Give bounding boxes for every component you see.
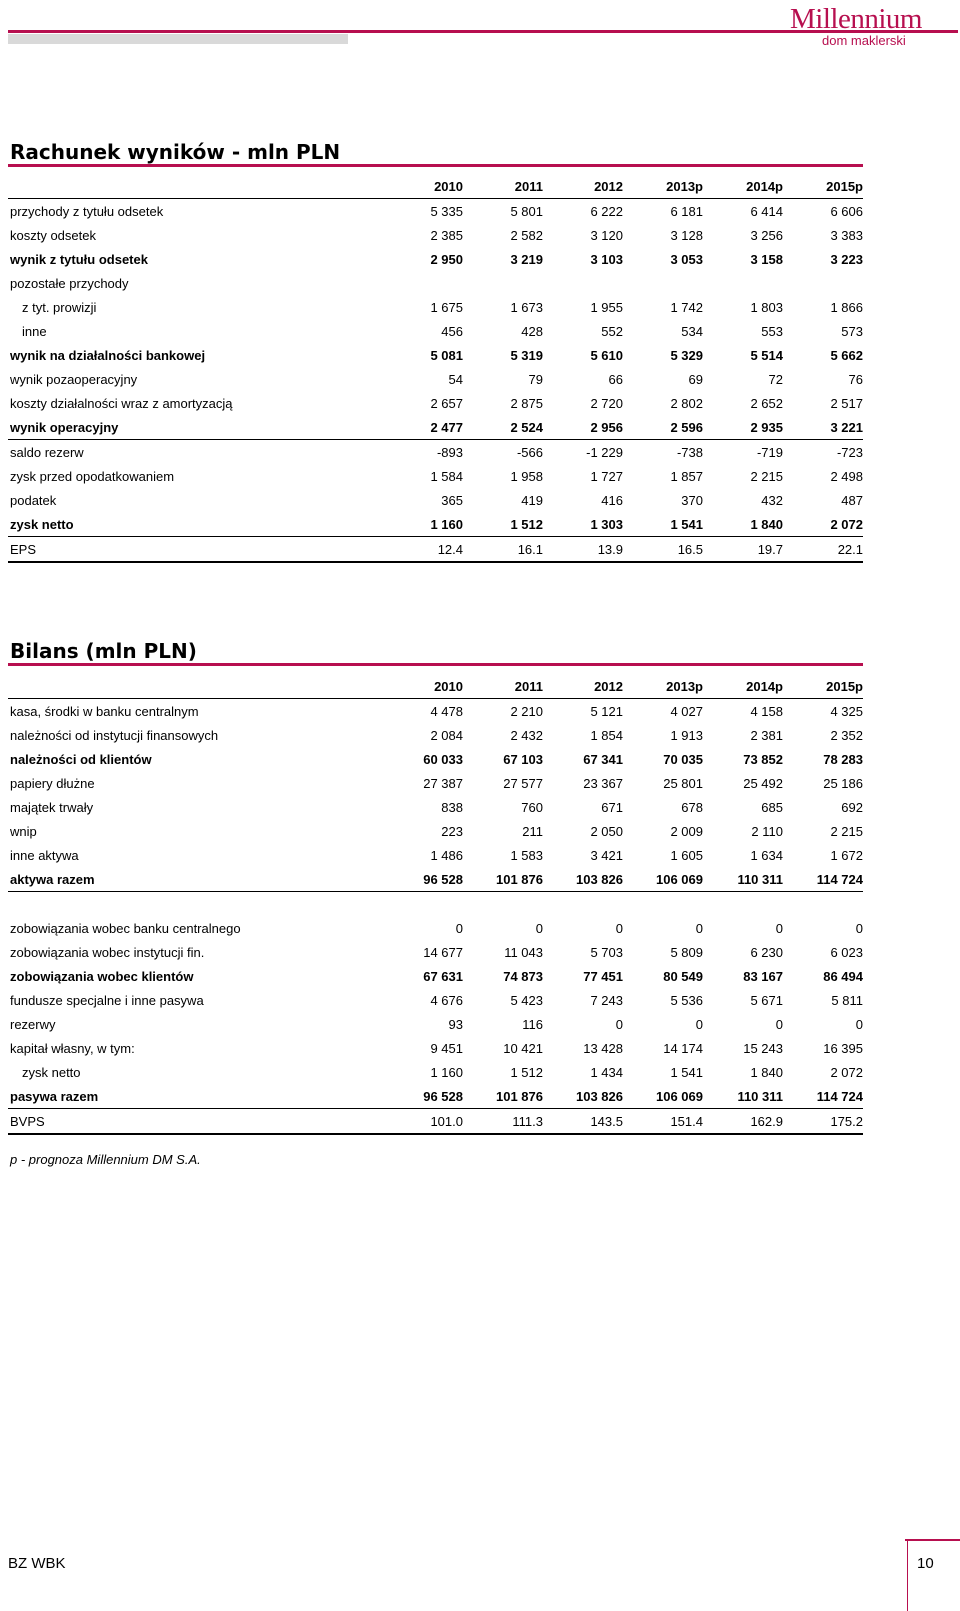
table-row (8, 1109, 863, 1135)
row-label: koszty działalności wraz z amortyzacją (10, 395, 233, 411)
value-cell: 2 720 (590, 395, 623, 411)
value-cell (703, 271, 783, 295)
header-label-cell (8, 674, 383, 699)
value-cell: 151.4 (623, 1109, 703, 1135)
value-cell: -893 (436, 444, 463, 460)
value-cell: 6 230 (750, 944, 783, 960)
row-label: fundusze specjalne i inne pasywa (10, 992, 204, 1008)
value-cell: 4 478 (430, 703, 463, 719)
value-cell: 11 043 (504, 944, 543, 960)
column-header: 2013p (623, 674, 703, 699)
value-cell: 14 677 (423, 944, 463, 960)
table-row (8, 1084, 863, 1109)
value-cell: 72 (768, 371, 783, 387)
value-cell: 1 866 (830, 299, 863, 315)
value-cell: 5 329 (670, 347, 703, 363)
income-title-rule (8, 164, 863, 167)
row-label: zysk netto (22, 1064, 81, 1080)
value-cell: 456 (441, 323, 463, 339)
table-row (8, 488, 863, 512)
value-cell: 3 053 (670, 251, 703, 267)
value-cell: 19.7 (703, 537, 783, 563)
value-cell: 4 027 (670, 703, 703, 719)
row-label: BVPS (8, 1109, 383, 1135)
value-cell (623, 271, 703, 295)
value-cell: 3 120 (590, 227, 623, 243)
row-label: pasywa razem (8, 1084, 383, 1109)
value-cell: 25 492 (743, 775, 783, 791)
row-label: wynik na działalności bankowej (10, 347, 206, 363)
column-header: 2013p (623, 174, 703, 199)
value-cell: 23 367 (583, 775, 623, 791)
value-cell: 5 801 (510, 203, 543, 219)
value-cell: 223 (441, 823, 463, 839)
column-header: 2015p (783, 674, 863, 699)
row-label: wynik operacyjny (8, 415, 383, 440)
value-cell: 1 303 (543, 512, 623, 537)
value-cell: 365 (441, 492, 463, 508)
value-cell: -723 (836, 444, 863, 460)
table-row (8, 223, 863, 247)
value-cell: 1 803 (750, 299, 783, 315)
logo-name: Millennium (790, 3, 922, 35)
table-row (8, 512, 863, 537)
value-cell: 1 673 (510, 299, 543, 315)
value-cell: 573 (841, 323, 863, 339)
value-cell: 5 662 (830, 347, 863, 363)
value-cell: -566 (516, 444, 543, 460)
table-row (8, 295, 863, 319)
value-cell: 2 110 (751, 823, 783, 839)
table-row (8, 916, 863, 940)
footer-accent-rule (905, 1539, 960, 1541)
row-label: zobowiązania wobec klientów (10, 968, 194, 984)
value-cell: 5 610 (590, 347, 623, 363)
value-cell: 1 583 (510, 847, 543, 863)
value-cell: 5 811 (831, 992, 863, 1008)
value-cell: 1 742 (670, 299, 703, 315)
table-row (8, 464, 863, 488)
value-cell: 2 352 (830, 727, 863, 743)
value-cell: 5 536 (670, 992, 703, 1008)
value-cell: 3 103 (590, 251, 623, 267)
row-label: kasa, środki w banku centralnym (10, 703, 199, 719)
value-cell: 4 325 (830, 703, 863, 719)
table-row (8, 867, 863, 892)
income-table (8, 174, 863, 563)
row-label: przychody z tytułu odsetek (10, 203, 164, 219)
column-header: 2014p (703, 174, 783, 199)
value-cell: 25 186 (823, 775, 863, 791)
table-row (8, 940, 863, 964)
row-label: rezerwy (10, 1016, 56, 1032)
value-cell: 2 956 (543, 415, 623, 440)
value-cell: 2 498 (830, 468, 863, 484)
row-label: kapitał własny, w tym: (10, 1040, 135, 1056)
value-cell: 1 634 (750, 847, 783, 863)
value-cell: 6 023 (830, 944, 863, 960)
value-cell: 1 840 (703, 512, 783, 537)
value-cell: 96 528 (383, 1084, 463, 1109)
value-cell: 2 385 (430, 227, 463, 243)
value-cell: 2 517 (830, 395, 863, 411)
table-row (8, 819, 863, 843)
table-row (8, 537, 863, 563)
value-cell (463, 271, 543, 295)
row-label: zysk netto (8, 512, 383, 537)
value-cell: 70 035 (663, 751, 703, 767)
header-label-cell (8, 174, 383, 199)
value-cell: 0 (775, 920, 783, 936)
value-cell: 67 341 (583, 751, 623, 767)
value-cell: 370 (681, 492, 703, 508)
value-cell: 2 935 (703, 415, 783, 440)
value-cell: 2 009 (670, 823, 703, 839)
table-row (8, 367, 863, 391)
value-cell: 3 256 (750, 227, 783, 243)
millennium-logo (790, 4, 958, 50)
value-cell: 3 223 (830, 251, 863, 267)
value-cell: 27 577 (503, 775, 543, 791)
table-row (8, 319, 863, 343)
value-cell: 101.0 (383, 1109, 463, 1135)
value-cell: 111.3 (463, 1109, 543, 1135)
value-cell: 16.5 (623, 537, 703, 563)
value-cell: 106 069 (623, 1084, 703, 1109)
table-row (8, 771, 863, 795)
value-cell: 692 (841, 799, 863, 815)
value-cell: 1 160 (383, 512, 463, 537)
value-cell: 2 050 (590, 823, 623, 839)
value-cell: 3 219 (510, 251, 543, 267)
value-cell: 5 809 (670, 944, 703, 960)
table-row (8, 843, 863, 867)
value-cell: 15 243 (743, 1040, 783, 1056)
value-cell: 553 (761, 323, 783, 339)
income-header-row (8, 174, 863, 199)
value-cell: 3 383 (830, 227, 863, 243)
value-cell: 22.1 (783, 537, 863, 563)
column-header: 2012 (543, 174, 623, 199)
value-cell: 27 387 (423, 775, 463, 791)
row-label: pozostałe przychody (10, 275, 129, 291)
value-cell: 6 222 (590, 203, 623, 219)
value-cell: 534 (681, 323, 703, 339)
value-cell: 74 873 (503, 968, 543, 984)
balance-title: Bilans (mln PLN) (10, 639, 197, 663)
value-cell: 1 605 (670, 847, 703, 863)
table-row (8, 1060, 863, 1084)
value-cell: 114 724 (783, 867, 863, 892)
value-cell: 162.9 (703, 1109, 783, 1135)
value-cell: 16.1 (463, 537, 543, 563)
table-row (8, 699, 863, 724)
footer-accent-line (907, 1541, 908, 1611)
table-row (8, 271, 863, 295)
value-cell: 2 210 (510, 703, 543, 719)
value-cell: 5 514 (750, 347, 783, 363)
value-cell: 1 958 (510, 468, 543, 484)
value-cell: 6 606 (830, 203, 863, 219)
row-label: EPS (8, 537, 383, 563)
row-label: wynik z tytułu odsetek (10, 251, 148, 267)
value-cell: 25 801 (663, 775, 703, 791)
row-label: wynik pozaoperacyjny (10, 371, 138, 387)
value-cell: 106 069 (623, 867, 703, 892)
value-cell: 2 084 (430, 727, 463, 743)
value-cell: 0 (615, 1016, 623, 1032)
spacer-cell (8, 892, 863, 917)
value-cell: 2 875 (510, 395, 543, 411)
row-label: papiery dłużne (10, 775, 95, 791)
value-cell: 1 541 (670, 1064, 703, 1080)
value-cell: 0 (695, 1016, 703, 1032)
column-header: 2011 (463, 174, 543, 199)
table-row (8, 247, 863, 271)
value-cell: 54 (448, 371, 463, 387)
value-cell: 110 311 (703, 867, 783, 892)
value-cell: 5 319 (510, 347, 543, 363)
value-cell: 2 072 (830, 1064, 863, 1080)
row-label: należności od klientów (10, 751, 152, 767)
column-header: 2012 (543, 674, 623, 699)
value-cell: 1 434 (590, 1064, 623, 1080)
value-cell: 6 181 (670, 203, 703, 219)
value-cell: 2 652 (750, 395, 783, 411)
value-cell: 80 549 (663, 968, 703, 984)
value-cell: 0 (855, 1016, 863, 1032)
column-header: 2015p (783, 174, 863, 199)
value-cell: 416 (601, 492, 623, 508)
value-cell: 13 428 (583, 1040, 623, 1056)
value-cell: 77 451 (583, 968, 623, 984)
value-cell: 1 840 (750, 1064, 783, 1080)
value-cell: 5 081 (430, 347, 463, 363)
value-cell: 685 (761, 799, 783, 815)
table-row (8, 391, 863, 415)
value-cell: 103 826 (543, 867, 623, 892)
value-cell: 0 (775, 1016, 783, 1032)
value-cell: 678 (681, 799, 703, 815)
row-label: podatek (10, 492, 57, 508)
value-cell: 13.9 (543, 537, 623, 563)
table-row (8, 988, 863, 1012)
value-cell: 1 913 (670, 727, 703, 743)
value-cell: 1 584 (430, 468, 463, 484)
value-cell: 3 221 (783, 415, 863, 440)
value-cell: -1 229 (586, 444, 623, 460)
value-cell: 211 (522, 823, 543, 839)
value-cell: 2 477 (383, 415, 463, 440)
row-label: zobowiązania wobec banku centralnego (10, 920, 241, 936)
table-row (8, 415, 863, 440)
value-cell: 1 675 (430, 299, 463, 315)
value-cell: 2 802 (670, 395, 703, 411)
value-cell: 5 423 (510, 992, 543, 1008)
value-cell: 838 (441, 799, 463, 815)
value-cell: 116 (522, 1016, 543, 1032)
value-cell: 5 335 (430, 203, 463, 219)
row-label: z tyt. prowizji (22, 299, 97, 315)
value-cell: 428 (521, 323, 543, 339)
value-cell: 1 857 (670, 468, 703, 484)
value-cell: 4 676 (430, 992, 463, 1008)
value-cell: 60 033 (423, 751, 463, 767)
value-cell: 4 158 (750, 703, 783, 719)
column-header: 2010 (383, 174, 463, 199)
column-header: 2010 (383, 674, 463, 699)
value-cell: 1 160 (430, 1064, 463, 1080)
value-cell: 96 528 (383, 867, 463, 892)
spacer-row (8, 892, 863, 917)
value-cell: 69 (688, 371, 703, 387)
value-cell: 552 (601, 323, 623, 339)
row-label: zobowiązania wobec instytucji fin. (10, 944, 205, 960)
value-cell: 0 (615, 920, 623, 936)
value-cell: 760 (521, 799, 543, 815)
row-label: aktywa razem (8, 867, 383, 892)
page-number: 10 (917, 1555, 934, 1572)
value-cell: 14 174 (663, 1040, 703, 1056)
value-cell: 9 451 (430, 1040, 463, 1056)
value-cell: 1 486 (430, 847, 463, 863)
value-cell: 7 243 (590, 992, 623, 1008)
value-cell: 1 672 (830, 847, 863, 863)
value-cell (543, 271, 623, 295)
logo-subtitle: dom maklerski (822, 33, 906, 48)
value-cell: 83 167 (743, 968, 783, 984)
value-cell: -738 (676, 444, 703, 460)
value-cell: 1 512 (463, 512, 543, 537)
value-cell: 419 (521, 492, 543, 508)
value-cell: 103 826 (543, 1084, 623, 1109)
value-cell: 78 283 (823, 751, 863, 767)
value-cell: 67 103 (503, 751, 543, 767)
value-cell: 0 (855, 920, 863, 936)
value-cell: 5 121 (590, 703, 623, 719)
value-cell: 1 955 (590, 299, 623, 315)
value-cell: 101 876 (463, 867, 543, 892)
balance-header-row (8, 674, 863, 699)
value-cell: 1 541 (623, 512, 703, 537)
value-cell: 66 (608, 371, 623, 387)
value-cell: 1 854 (590, 727, 623, 743)
value-cell: 5 703 (590, 944, 623, 960)
value-cell: 2 432 (510, 727, 543, 743)
row-label: inne (22, 323, 47, 339)
value-cell: 143.5 (543, 1109, 623, 1135)
value-cell: 2 657 (430, 395, 463, 411)
value-cell: 2 381 (750, 727, 783, 743)
value-cell: 2 215 (830, 823, 863, 839)
value-cell: 1 512 (510, 1064, 543, 1080)
value-cell: 2 950 (430, 251, 463, 267)
value-cell: -719 (756, 444, 783, 460)
value-cell: 5 671 (750, 992, 783, 1008)
value-cell: 1 727 (590, 468, 623, 484)
value-cell: 16 395 (823, 1040, 863, 1056)
value-cell: 10 421 (503, 1040, 543, 1056)
table-row (8, 440, 863, 465)
income-title: Rachunek wyników - mln PLN (10, 140, 341, 164)
value-cell: 0 (535, 920, 543, 936)
row-label: należności od instytucji finansowych (10, 727, 219, 743)
table-row (8, 795, 863, 819)
table-row (8, 1036, 863, 1060)
header-grey-bar (8, 34, 348, 44)
value-cell: 93 (448, 1016, 463, 1032)
table-row (8, 199, 863, 224)
value-cell (383, 271, 463, 295)
value-cell: 73 852 (743, 751, 783, 767)
balance-title-rule (8, 663, 863, 666)
balance-table (8, 674, 863, 1135)
value-cell: 101 876 (463, 1084, 543, 1109)
value-cell: 2 524 (463, 415, 543, 440)
value-cell: 2 582 (510, 227, 543, 243)
footer-broker: BZ WBK (8, 1555, 66, 1572)
value-cell: 114 724 (783, 1084, 863, 1109)
value-cell: 2 596 (623, 415, 703, 440)
value-cell: 487 (841, 492, 863, 508)
table-row (8, 964, 863, 988)
value-cell: 0 (455, 920, 463, 936)
value-cell: 2 072 (783, 512, 863, 537)
value-cell: 0 (695, 920, 703, 936)
value-cell: 12.4 (383, 537, 463, 563)
value-cell: 86 494 (823, 968, 863, 984)
value-cell: 3 128 (670, 227, 703, 243)
row-label: inne aktywa (10, 847, 79, 863)
value-cell: 671 (601, 799, 623, 815)
forecast-note: p - prognoza Millennium DM S.A. (10, 1152, 201, 1167)
column-header: 2014p (703, 674, 783, 699)
table-row (8, 343, 863, 367)
table-row (8, 747, 863, 771)
row-label: saldo rezerw (10, 444, 84, 460)
value-cell: 79 (528, 371, 543, 387)
row-label: koszty odsetek (10, 227, 96, 243)
table-row (8, 1012, 863, 1036)
value-cell: 2 215 (750, 468, 783, 484)
value-cell: 3 421 (590, 847, 623, 863)
value-cell (783, 271, 863, 295)
value-cell: 432 (761, 492, 783, 508)
table-row (8, 723, 863, 747)
value-cell: 6 414 (750, 203, 783, 219)
row-label: majątek trwały (10, 799, 94, 815)
value-cell: 3 158 (750, 251, 783, 267)
value-cell: 76 (848, 371, 863, 387)
value-cell: 110 311 (703, 1084, 783, 1109)
column-header: 2011 (463, 674, 543, 699)
row-label: zysk przed opodatkowaniem (10, 468, 175, 484)
value-cell: 67 631 (423, 968, 463, 984)
value-cell: 175.2 (783, 1109, 863, 1135)
row-label: wnip (10, 823, 37, 839)
